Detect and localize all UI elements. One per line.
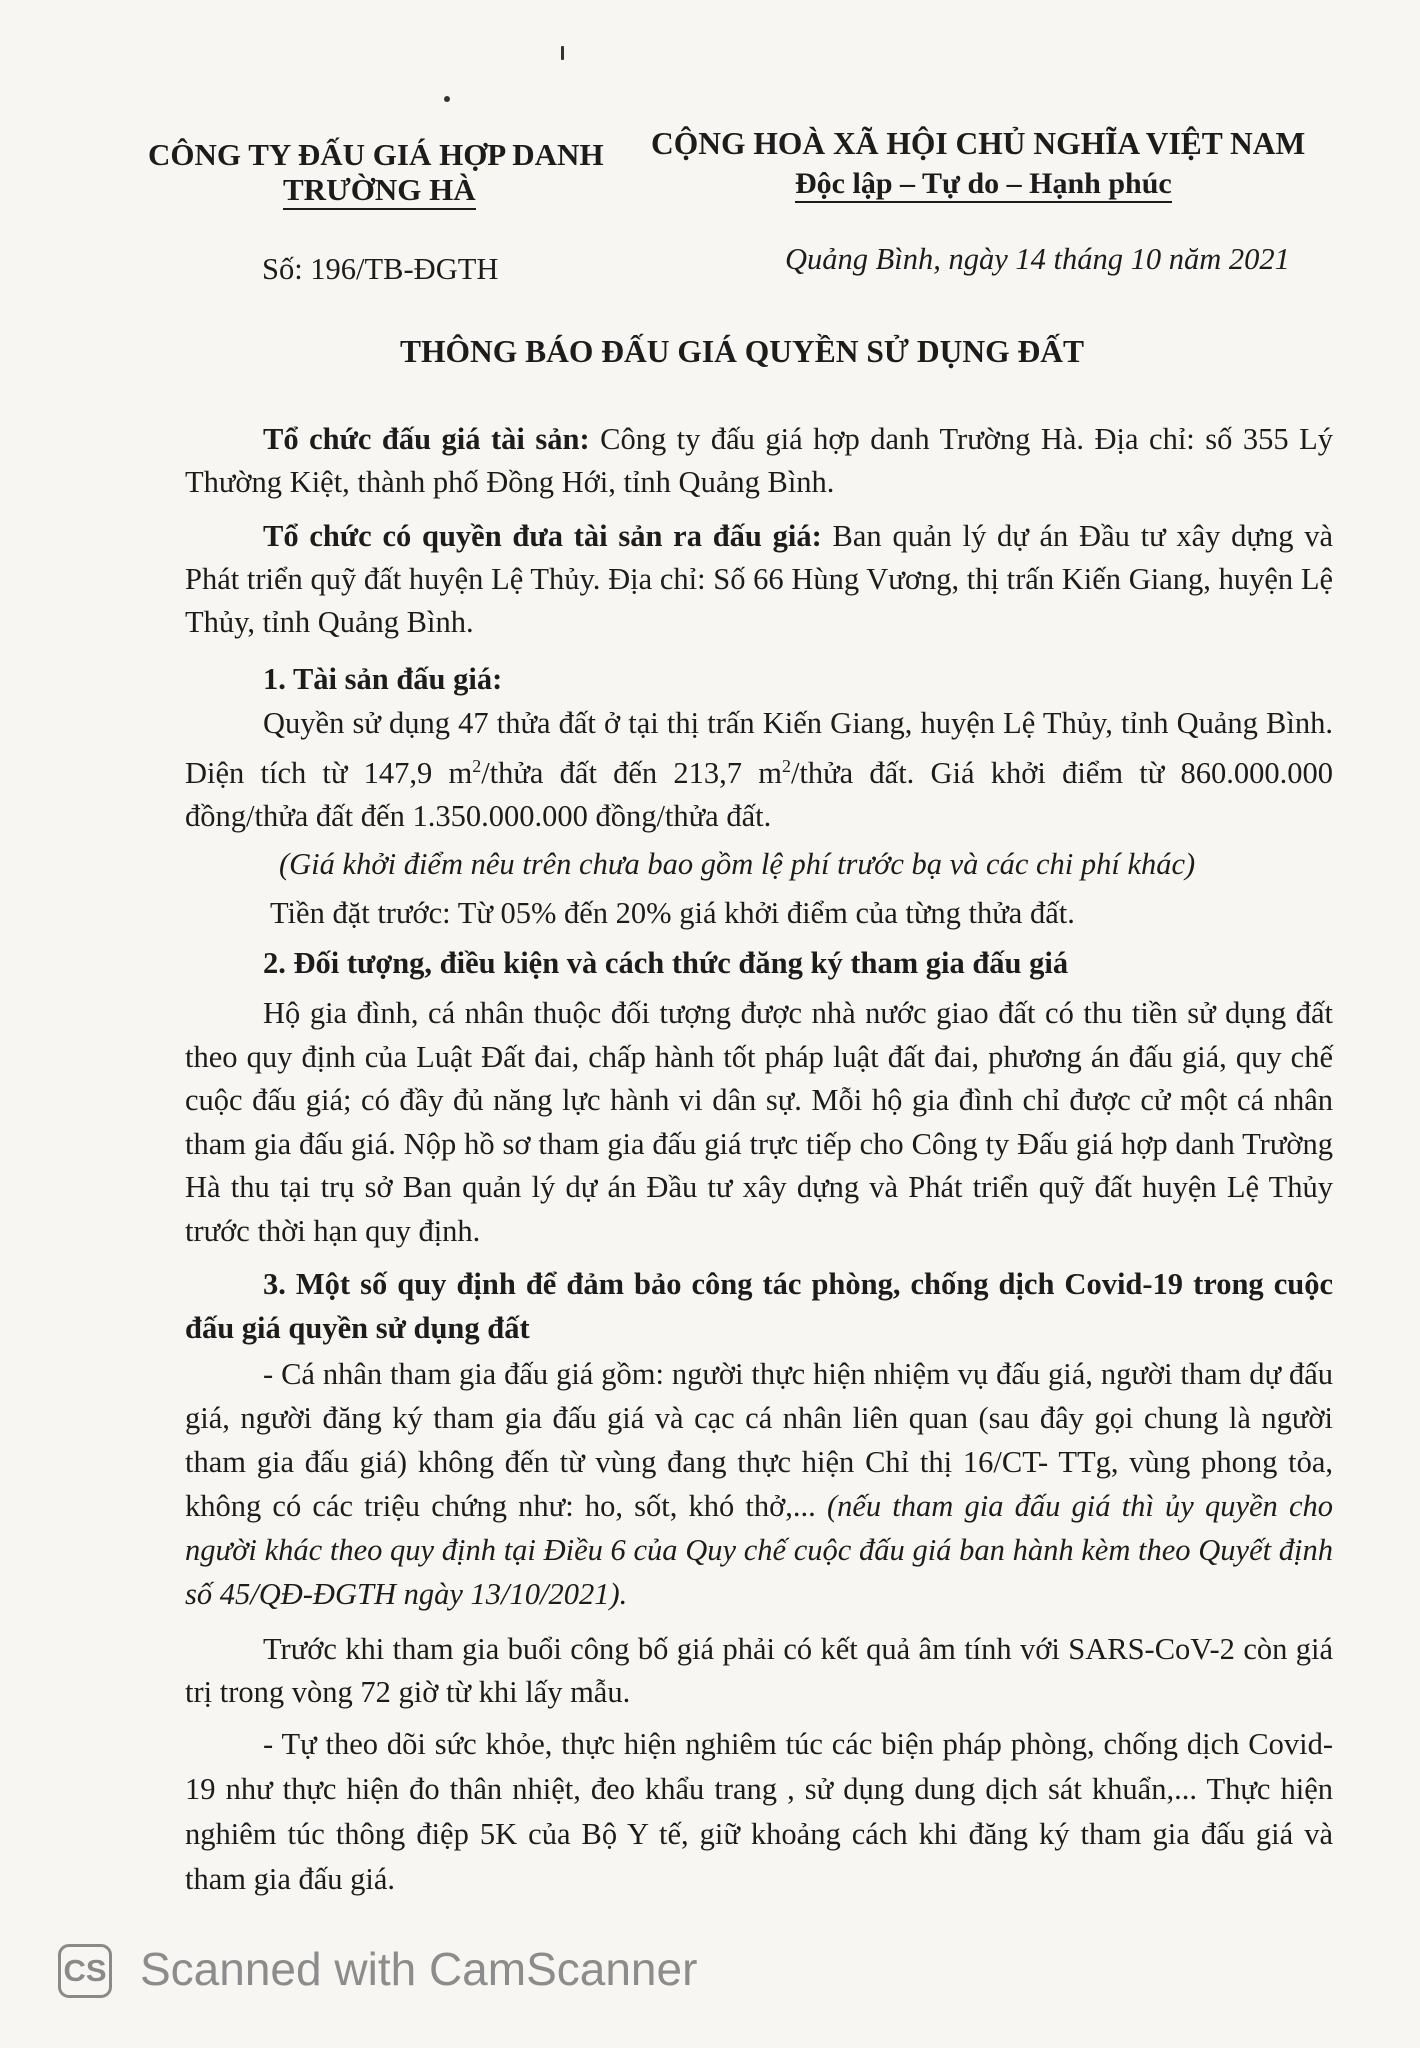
place-date: Quảng Bình, ngày 14 tháng 10 năm 2021 [785,242,1290,276]
section-1-asset-description [185,702,1333,838]
nation-motto [795,167,1172,201]
company-name-line2-text: TRƯỜNG HÀ [283,172,476,210]
scan-speck [444,96,450,102]
asset-owner-label: Tổ chức có quyền đưa tài sản ra đấu giá: [263,519,822,553]
auction-organization-paragraph [185,418,1333,504]
nation-motto-text: Độc lập – Tự do – Hạnh phúc [795,167,1172,203]
section-2-heading: 2. Đối tượng, điều kiện và cách thức đăng ký tham gia đấu giá [263,946,1069,980]
asset-description-part-a: Quyền sử dụng 47 thửa đất ở tại thị trấn Kiến Giang, huyện Lệ Thủy, tỉnh Quảng Bình. Diện tích từ 147,9 m [185,706,1333,791]
company-name-line2 [283,172,476,208]
scan-speck [561,46,564,60]
section-2-text: Hộ gia đình, cá nhân thuộc đối tượng được nhà nước giao đất có thu tiền sử dụng đất theo quy định của Luật Đất đai, chấp hành tốt pháp luật đất đai, phương án đấu giá, quy chế cuộc đấu giá; có đầy đủ năng lực hành vi dân sự. Mỗi hộ gia đình chỉ được cử một cá nhân tham gia đấu giá. Nộp hồ sơ tham gia đấu giá trực tiếp cho Công ty Đấu giá hợp danh Trường Hà thu tại trụ sở Ban quản lý dự án Đầu tư xây dựng và Phát triển quỹ đất huyện Lệ Thủy trước thời hạn quy định. [185,996,1333,1248]
camscanner-watermark-text: Scanned with CamScanner [140,1943,698,1995]
company-name-line1: CÔNG TY ĐẤU GIÁ HỢP DANH [148,137,604,172]
area-unit-superscript: 2 [781,756,791,776]
asset-description-part-b: /thửa đất đến 213,7 m [481,756,782,791]
section-1-heading: 1. Tài sản đấu giá: [263,662,503,696]
asset-description-part-c: /thửa đất. Giá khởi điểm từ 860.000.000 đồng/thửa đất đến 1.350.000.000 đồng/thửa đất. [185,756,1333,834]
area-unit-superscript: 2 [472,756,482,776]
section-3-paragraph-1 [185,1352,1333,1616]
document-number: Số: 196/TB-ĐGTH [262,252,499,286]
nation-name: CỘNG HOÀ XÃ HỘI CHỦ NGHĨA VIỆT NAM [651,126,1306,161]
section-3-paragraph-1-text: - Cá nhân tham gia đấu giá gồm: người thực hiện nhiệm vụ đấu giá, người tham dự đấu giá, người đăng ký tham gia đấu giá và cạc cá nhân liên quan (sau đây gọi chung là người tham gia đấu giá) không đến từ vùng đang thực hiện Chỉ thị 16/CT- TTg, vùng phong tỏa, không có các triệu chứng như: ho, sốt, khó thở,... [185,1357,1333,1523]
section-3-paragraph-3: - Tự theo dõi sức khỏe, thực hiện nghiêm túc các biện pháp phòng, chống dịch Covid-19 như thực hiện đo thân nhiệt, đeo khẩu trang , sử dụng dung dịch sát khuẩn,... Thực hiện nghiêm túc thông điệp 5K của Bộ Y tế, giữ khoảng cách khi đăng ký tham gia đấu giá và tham gia đấu giá. [185,1727,1333,1896]
asset-owner-paragraph [185,515,1333,644]
section-3-paragraph-2: Trước khi tham gia buổi công bố giá phải có kết quả âm tính với SARS-CoV-2 còn giá trị trong vòng 72 giờ từ khi lấy mẫu. [185,1632,1333,1709]
deposit-info: Tiền đặt trước: Từ 05% đến 20% giá khởi điểm của từng thửa đất. [270,896,1075,930]
price-note: (Giá khởi điểm nêu trên chưa bao gồm lệ phí trước bạ và các chi phí khác) [279,847,1196,881]
auction-organization-text: Công ty đấu giá hợp danh Trường Hà. Địa chỉ: số 355 Lý Thường Kiệt, thành phố Đồng Hới, tỉnh Quảng Bình. [185,422,1333,499]
section-3-paragraph-1-italic: (nếu tham gia đấu giá thì ủy quyền cho người khác theo quy định tại Điều 6 của Quy chế cuộc đấu giá ban hành kèm theo Quyết định số 45/QĐ-ĐGTH ngày 13/10/2021). [185,1489,1333,1611]
section-3-heading: 3. Một số quy định để đảm bảo công tác phòng, chống dịch Covid-19 trong cuộc đấu giá quyền sử dụng đất [185,1267,1333,1345]
auction-organization-label: Tổ chức đấu giá tài sản: [263,422,590,456]
document-title: THÔNG BÁO ĐẤU GIÁ QUYỀN SỬ DỤNG ĐẤT [400,334,1085,369]
camscanner-logo-icon: CS [58,1944,112,1998]
asset-owner-text: Ban quản lý dự án Đầu tư xây dựng và Phát triển quỹ đất huyện Lệ Thủy. Địa chỉ: Số 66 Hùng Vương, thị trấn Kiến Giang, huyện Lệ Thủy, tỉnh Quảng Bình. [185,519,1334,639]
